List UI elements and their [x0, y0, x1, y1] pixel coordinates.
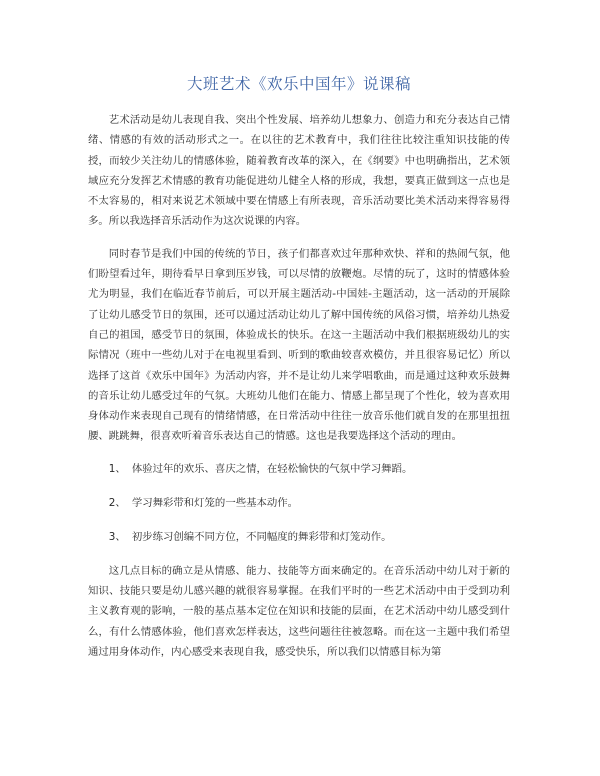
objective-number: 1、	[108, 462, 126, 475]
objective-item	[88, 493, 510, 513]
objective-text: 初步练习创编不同方位，不同幅度的舞彩带和灯笼动作。	[131, 530, 392, 543]
document-title: 大班艺术《欢乐中国年》说课稿	[186, 75, 411, 93]
paragraph-intro: 艺术活动是幼儿表现自我、突出个性发展、培养幼儿想象力、创造力和充分表达自己情绪、情感的有效的活动形式之一。在以往的艺术教育中，我们往往比较注重知识技能的传授，而较少关注幼儿的情感体验，随着教育改革的深入，在《纲要》中也明确指出，艺术领域应充分发挥艺术情感的教育功能促进幼儿健全人格的形成，我想，要真正做到这一点也是不太容易的，相对来说艺术领域中要在情感上有所表现，音乐活动要比美术活动来得容易得多。所以我选择音乐活动作为这次说课的内容。	[88, 114, 510, 228]
objective-text: 体验过年的欢乐、喜庆之情，在轻松愉快的气氛中学习舞蹈。	[131, 462, 413, 475]
paragraph-reason: 同时春节是我们中国的传统的节日，孩子们都喜欢过年那种欢快、祥和的热闹气氛，他们盼望看过年，期待看早日拿到压岁钱，可以尽情的放鞭炮。尽情的玩了，这时的情感体验尤为明显，我们在临近春节前后，可以开展主题活动-中国娃-主题活动，这一活动的开展除了让幼儿感受节日的氛围，还可以通过活动让幼儿了解中国传统的风俗习惯，培养幼儿热爱自己的祖国，感受节日的氛围，体验成长的快乐。在这一主题活动中我们根据班级幼儿的实际情况（班中一些幼儿对于在电视里看到、听到的歌曲较喜欢模仿，并且很容易记忆）所以选择了这首《欢乐中国年》为活动内容，并不是让幼儿来学唱歌曲，而是通过这种欢乐鼓舞的音乐让幼儿感受过年的气氛。大班幼儿他们在能力、情感上都呈现了个性化，较为喜欢用身体动作来表现自己现有的情绪情感，在日常活动中往往一放音乐他们就自发的在那里扭扭腰、跳跳舞，很喜欢听着音乐表达自己的情感。这也是我要选择这个活动的理由。	[88, 247, 510, 443]
paragraph-closing: 这几点目标的确立是从情感、能力、技能等方面来确定的。在音乐活动中幼儿对于新的知识、技能只要是幼儿感兴趣的就很容易掌握。在我们平时的一些艺术活动中由于受到功利主义教育观的影响，一般的基点基本定位在知识和技能的层面，在艺术活动中幼儿感受到什么，有什么情感体验，他们喜欢怎样表达，这些问题往往被忽略。而在这一主题中我们希望通过用身体动作，内心感受来表现自我，感受快乐，所以我们以情感目标为第	[88, 564, 510, 658]
objective-number: 3、	[108, 530, 126, 543]
objective-item	[88, 527, 510, 547]
objective-text: 学习舞彩带和灯笼的一些基本动作。	[131, 496, 299, 509]
objectives-list	[88, 459, 510, 547]
objective-item	[88, 459, 510, 479]
objective-number: 2、	[108, 496, 126, 509]
